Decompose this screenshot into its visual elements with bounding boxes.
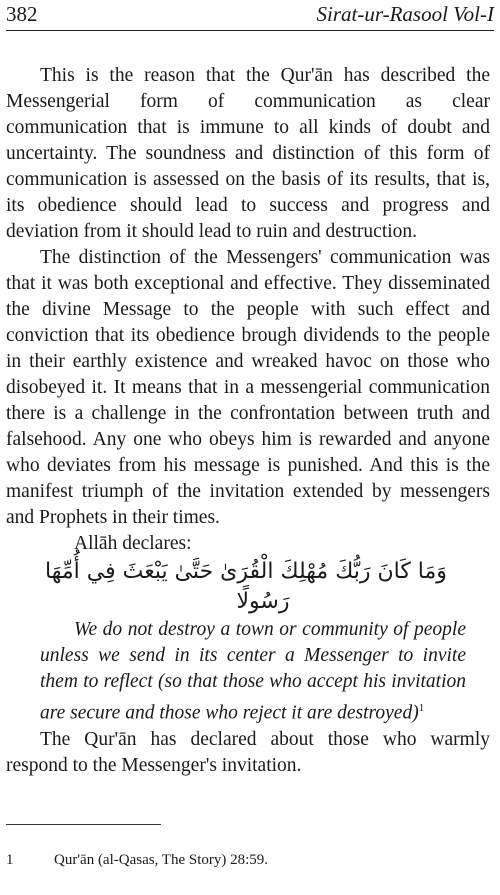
paragraph: The distinction of the Messengers' communication was that it was both exceptional and effective. They disseminated the divine Message to the people with such effect and conviction that its obedience brough dividends to the people in their earthly existence and wreaked havoc on those who disobeyed it. It means that in a messengerial communication there is a challenge in the confrontation between truth and falsehood. Any one who obeys him is rewarded and anyone who deviates from his message is punished. And this is the manifest triumph of the invitation extended by messengers and Prophets in their times.	[6, 247, 490, 528]
paragraph: This is the reason that the Qur'ān has described the Messengerial form of communication as clear communication that is immune to all kinds of doubt and uncertainty. The soundness and distinction of this form of communication is assessed on the basis of its results, that is, its obedience should lead to success and progress and deviation from it should lead to ruin and destruction.	[6, 65, 490, 242]
quoted-translation	[6, 617, 490, 727]
quote-text: We do not destroy a town or community of people unless we send in its center a Messenger to invite them to reflect (so that those who accept his invitation are secure and those who reject it are destroyed)	[40, 619, 466, 724]
declares-line: Allāh declares:	[74, 533, 192, 554]
footnote	[6, 852, 268, 869]
footnote-number: 1	[6, 852, 14, 868]
page-body	[6, 63, 490, 779]
page-header	[6, 0, 494, 31]
running-title: Sirat-ur-Rasool Vol-I	[316, 2, 494, 26]
paragraph: The Qur'ān has declared about those who warmly respond to the Messenger's invitation.	[6, 728, 490, 776]
arabic-verse: وَمَا كَانَ رَبُّكَ مُهْلِكَ الْقُرَىٰ حَتَّىٰ يَبْعَثَ فِي أُمِّهَا رَسُولًا	[45, 559, 447, 614]
footnote-divider	[6, 824, 161, 825]
page-number: 382	[6, 2, 38, 26]
footnote-marker: 1	[418, 702, 425, 714]
footnote-text: Qur'ān (al-Qasas, The Story) 28:59.	[54, 852, 269, 868]
